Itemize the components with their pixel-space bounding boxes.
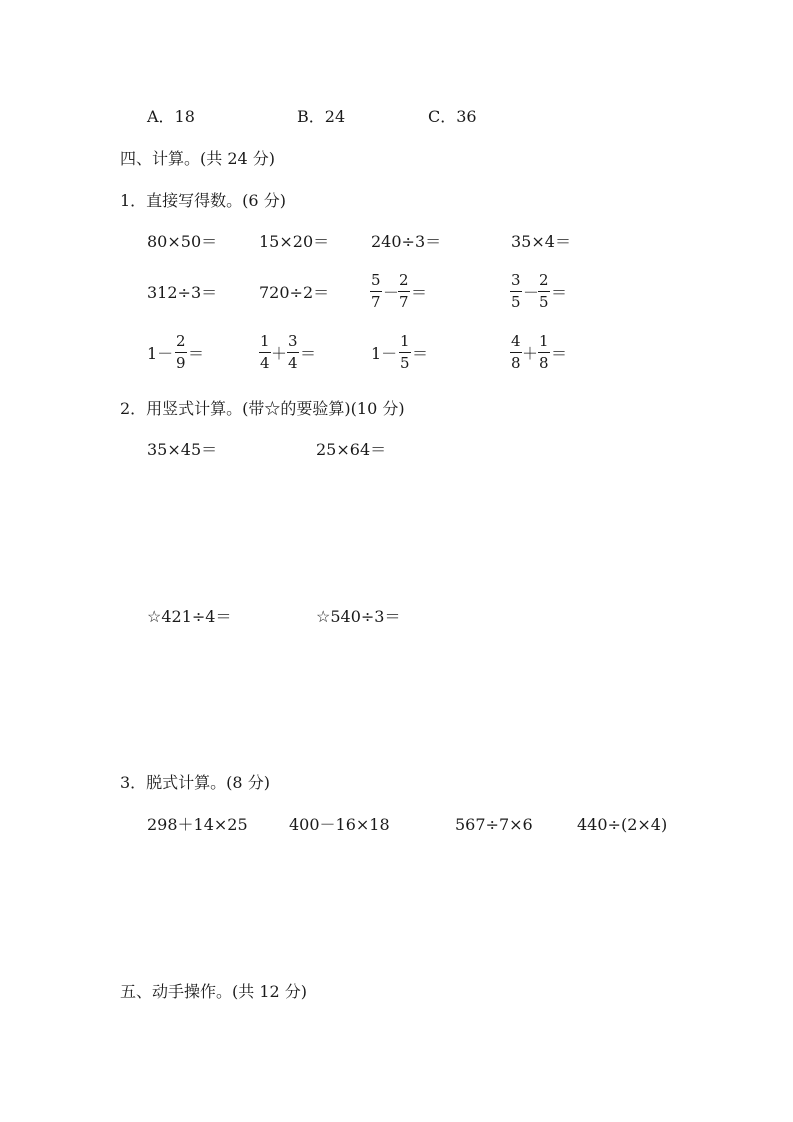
mental-calc-item: 240÷3＝	[371, 232, 442, 251]
section-5-title: 五、动手操作。(共 12 分)	[120, 982, 308, 1001]
operator: ＋	[271, 344, 288, 363]
fraction	[510, 273, 522, 310]
step-calc-item: 400－16×18	[289, 815, 390, 834]
fraction	[399, 334, 411, 371]
part-1-title: 1．直接写得数。(6 分)	[120, 191, 286, 210]
choice-b: B．24	[297, 107, 346, 126]
denominator: 8	[511, 354, 521, 372]
fraction	[175, 334, 187, 371]
denominator: 5	[400, 354, 410, 372]
operator: 1－	[147, 344, 174, 363]
part-3-title: 3．脱式计算。(8 分)	[120, 773, 270, 792]
vertical-calc-item-verify: ☆421÷4＝	[147, 607, 232, 626]
choice-a: A．18	[147, 107, 195, 126]
equals-sign: ＝	[551, 283, 568, 302]
numerator: 5	[370, 273, 382, 292]
mental-calc-item: 312÷3＝	[147, 283, 218, 302]
numerator: 2	[175, 334, 187, 353]
fraction	[538, 273, 550, 310]
denominator: 5	[511, 293, 521, 311]
numerator: 2	[398, 273, 410, 292]
numerator: 4	[510, 334, 522, 353]
numerator: 3	[510, 273, 522, 292]
denominator: 8	[539, 354, 549, 372]
mental-calc-item: 35×4＝	[511, 232, 571, 251]
denominator: 5	[539, 293, 549, 311]
numerator: 3	[287, 334, 299, 353]
fraction	[259, 334, 271, 371]
denominator: 4	[288, 354, 298, 372]
equals-sign: ＝	[300, 344, 317, 363]
equals-sign: ＝	[188, 344, 205, 363]
vertical-calc-item: 25×64＝	[316, 440, 387, 459]
operator: －	[383, 283, 400, 302]
fraction	[370, 273, 382, 310]
denominator: 7	[399, 293, 409, 311]
denominator: 9	[176, 354, 186, 372]
equals-sign: ＝	[411, 283, 428, 302]
vertical-calc-item-verify: ☆540÷3＝	[316, 607, 401, 626]
numerator: 1	[399, 334, 411, 353]
part-2-title: 2．用竖式计算。(带☆的要验算)(10 分)	[120, 399, 405, 418]
fraction	[398, 273, 410, 310]
mental-calc-item: 15×20＝	[259, 232, 330, 251]
step-calc-item: 298＋14×25	[147, 815, 248, 834]
fraction	[538, 334, 550, 371]
operator: ＋	[522, 344, 539, 363]
denominator: 7	[371, 293, 381, 311]
choice-c: C．36	[428, 107, 477, 126]
fraction	[287, 334, 299, 371]
numerator: 1	[259, 334, 271, 353]
step-calc-item: 440÷(2×4)	[577, 815, 668, 834]
equals-sign: ＝	[551, 344, 568, 363]
operator: 1－	[371, 344, 398, 363]
fraction	[510, 334, 522, 371]
mental-calc-item: 80×50＝	[147, 232, 218, 251]
numerator: 1	[538, 334, 550, 353]
operator: －	[523, 283, 540, 302]
section-4-title: 四、计算。(共 24 分)	[120, 149, 276, 168]
step-calc-item: 567÷7×6	[455, 815, 533, 834]
mental-calc-item: 720÷2＝	[259, 283, 330, 302]
vertical-calc-item: 35×45＝	[147, 440, 218, 459]
denominator: 4	[260, 354, 270, 372]
equals-sign: ＝	[412, 344, 429, 363]
numerator: 2	[538, 273, 550, 292]
